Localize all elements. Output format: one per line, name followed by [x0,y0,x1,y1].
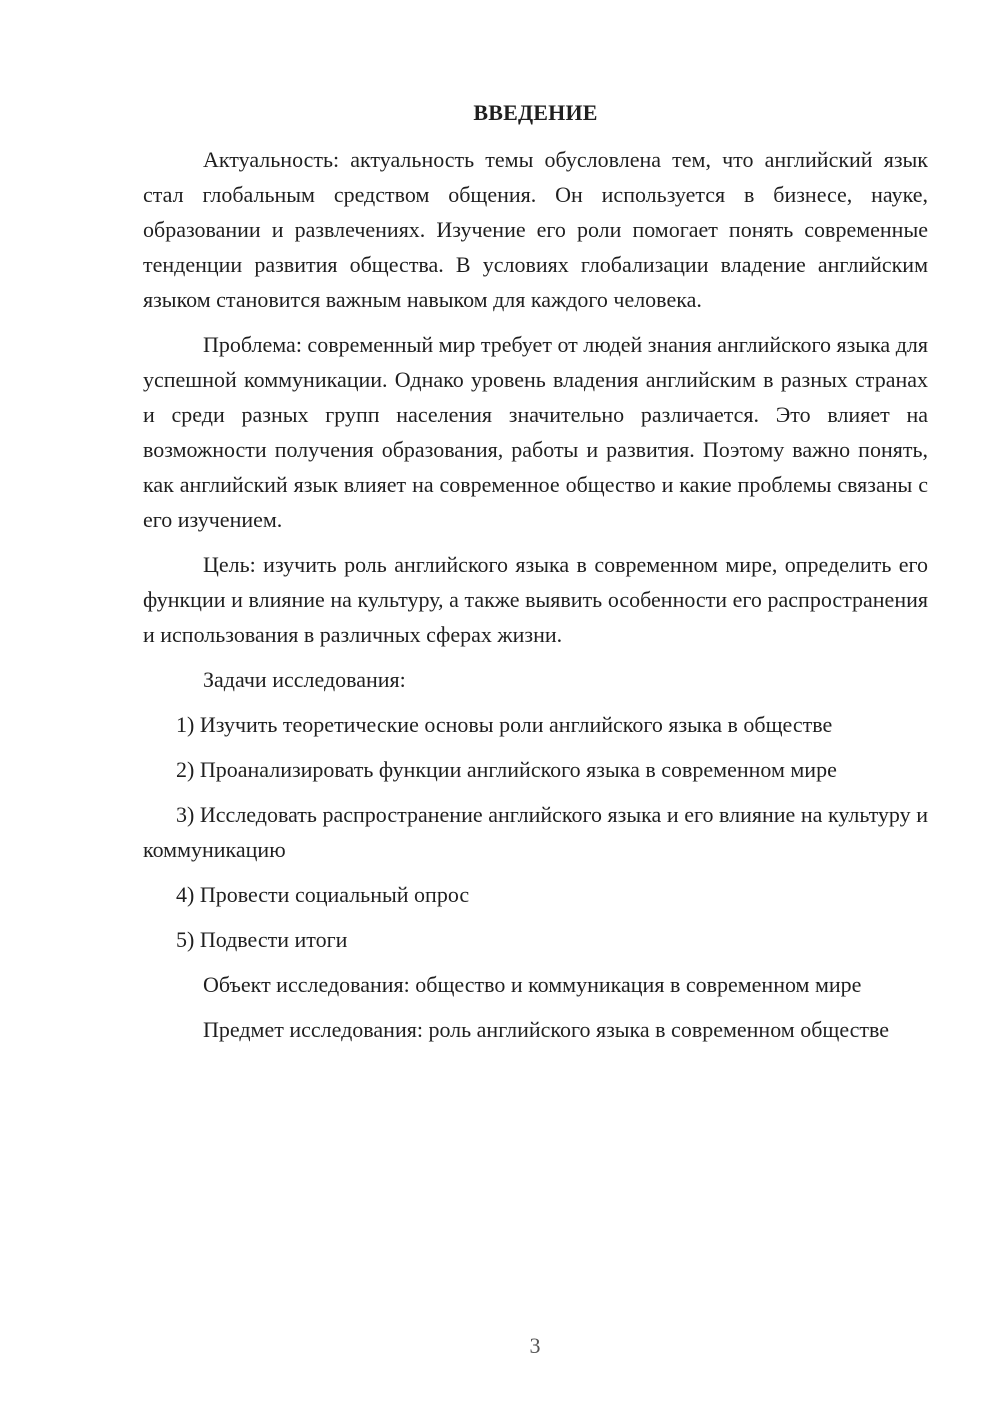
problem-paragraph: Проблема: современный мир требует от людей знания английского языка для успешной коммуникации. Однако уровень владения английским в разных странах и среди разных групп населения значительно различается. Это влияет на возможности получения образования, работы и развития. Поэтому важно понять, как английский язык влияет на современное общество и какие проблемы связаны с его изучением. [143,332,928,532]
page-number: 3 [529,1333,541,1358]
object-paragraph: Объект исследования: общество и коммуникация в современном мире [203,972,862,997]
task-item-1: 1) Изучить теоретические основы роли английского языка в обществе [176,712,833,737]
page-content [143,95,928,1057]
task-item-4: 4) Провести социальный опрос [176,882,470,907]
page-title: ВВЕДЕНИЕ [473,100,598,125]
task-item-2: 2) Проанализировать функции английского языка в современном мире [176,757,837,782]
task-item-3: 3) Исследовать распространение английского языка и его влияние на культуру и коммуникацию [143,802,928,862]
goal-paragraph: Цель: изучить роль английского языка в современном мире, определить его функции и влияние на культуру, а также выявить особенности его распространения и использования в различных сферах жизни. [143,552,928,647]
subject-paragraph: Предмет исследования: роль английского языка в современном обществе [203,1017,890,1042]
task-item-5: 5) Подвести итоги [176,927,348,952]
relevance-paragraph: Актуальность: актуальность темы обусловлена тем, что английский язык стал глобальным средством общения. Он используется в бизнесе, науке, образовании и развлечениях. Изучение его роли помогает понять современные тенденции развития общества. В условиях глобализации владение английским языком становится важным навыком для каждого человека. [143,147,928,312]
tasks-heading: Задачи исследования: [203,667,406,692]
